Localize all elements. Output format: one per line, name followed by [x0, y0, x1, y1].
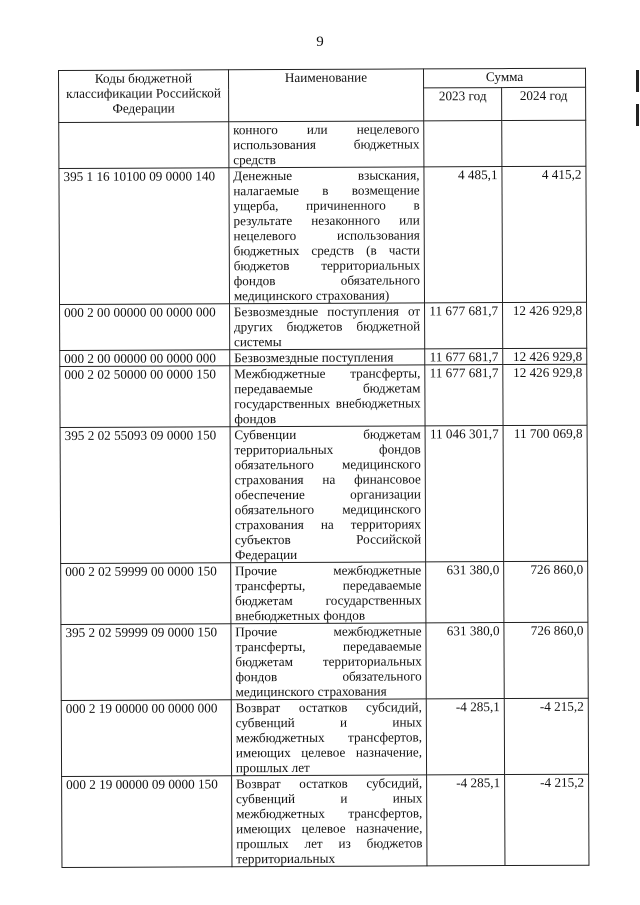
item-name-cell: Возврат остатков субсидий, субвенций и иных межбюджетных трансфертов, имеющих целевое назначение, прошлых лет: [231, 699, 427, 776]
amount-2024-cell: 726 860,0: [504, 561, 588, 622]
amount-2023-cell: [424, 121, 502, 167]
table-row: [59, 120, 586, 168]
amount-2023-cell: 11 677 681,7: [425, 349, 503, 365]
amount-2023-cell: 4 485,1: [424, 167, 503, 303]
amount-2024-cell: [502, 120, 586, 166]
header-sum: Сумма: [424, 68, 586, 88]
amount-2023-cell: 11 677 681,7: [425, 303, 503, 349]
item-name-cell: Безвозмездные поступления от других бюджетов бюджетной системы: [229, 303, 424, 350]
amount-2024-cell: 726 860,0: [504, 622, 588, 698]
budget-code-cell: 000 2 00 00000 00 0000 000: [60, 304, 230, 351]
table-row: [62, 774, 589, 867]
page-number: 9: [316, 34, 324, 50]
amount-2023-cell: -4 285,1: [427, 775, 505, 866]
budget-code-cell: 395 2 02 55093 09 0000 150: [60, 427, 230, 564]
amount-2023-cell: 11 046 301,7: [425, 426, 504, 562]
budget-code-cell: 000 2 19 00000 09 0000 150: [62, 776, 232, 868]
amount-2024-cell: -4 215,2: [504, 698, 588, 774]
table-row: [60, 425, 588, 563]
amount-2024-cell: 12 426 929,8: [503, 348, 587, 364]
amount-2024-cell: -4 215,2: [505, 774, 589, 865]
amount-2023-cell: 631 380,0: [426, 623, 504, 699]
budget-code-cell: 000 2 02 50000 00 0000 150: [60, 366, 230, 428]
budget-code-cell: 395 1 16 10100 09 0000 140: [59, 168, 229, 305]
table-row: [60, 302, 587, 350]
budget-code-cell: 000 2 02 59999 00 0000 150: [61, 563, 231, 625]
amount-2024-cell: 12 426 929,8: [503, 364, 587, 425]
item-name-cell: конного или нецелевого использования бюджетных средств: [229, 121, 424, 168]
item-name-cell: Прочие межбюджетные трансферты, передаваемые бюджетам территориальных фондов обязательного медицинского страхования: [231, 623, 427, 700]
table-row: [59, 166, 587, 304]
table-row: [61, 698, 588, 776]
table-row: [60, 364, 587, 427]
item-name-cell: Безвозмездные поступления: [230, 349, 425, 366]
table-row: [61, 561, 588, 624]
amount-2023-cell: 11 677 681,7: [425, 365, 503, 426]
budget-table: [58, 68, 589, 868]
item-name-cell: Субвенции бюджетам территориальных фондов обязательного медицинского страхования на финансовое обеспечение организации обязательного медицинского страхования на территориях субъектов Российской Федерации: [230, 426, 426, 563]
budget-code-cell: [59, 122, 229, 169]
amount-2024-cell: 12 426 929,8: [503, 302, 587, 348]
amount-2024-cell: 11 700 069,8: [503, 425, 588, 561]
amount-2023-cell: 631 380,0: [426, 562, 504, 623]
amount-2024-cell: 4 415,2: [502, 166, 587, 302]
item-name-cell: Денежные взыскания, налагаемые в возмещение ущерба, причиненного в результате незаконного или нецелевого использования бюджетных средств (в части бюджетов территориальных фондов обязательного медицинского страхования): [229, 167, 425, 304]
scan-edge-marks: [634, 70, 640, 130]
budget-code-cell: 395 2 02 59999 09 0000 150: [61, 624, 231, 701]
item-name-cell: Прочие межбюджетные трансферты, передаваемые бюджетам государственных внебюджетных фондов: [230, 562, 426, 624]
item-name-cell: Возврат остатков субсидий, субвенций и иных межбюджетных трансфертов, имеющих целевое назначение, прошлых лет из бюджетов территориальных: [231, 775, 427, 867]
budget-code-cell: 000 2 19 00000 00 0000 000: [61, 700, 231, 777]
table-row: [61, 622, 588, 700]
budget-code-cell: 000 2 00 00000 00 0000 000: [60, 350, 230, 367]
header-codes: Коды бюджетной классификации Российской Федерации: [59, 70, 229, 123]
item-name-cell: Межбюджетные трансферты, передаваемые бюджетам государственных внебюджетных фондов: [230, 365, 426, 427]
header-year-2023: 2023 год: [424, 88, 502, 121]
header-name: Наименование: [228, 69, 424, 122]
header-year-2024: 2024 год: [502, 87, 586, 120]
amount-2023-cell: -4 285,1: [426, 699, 504, 775]
